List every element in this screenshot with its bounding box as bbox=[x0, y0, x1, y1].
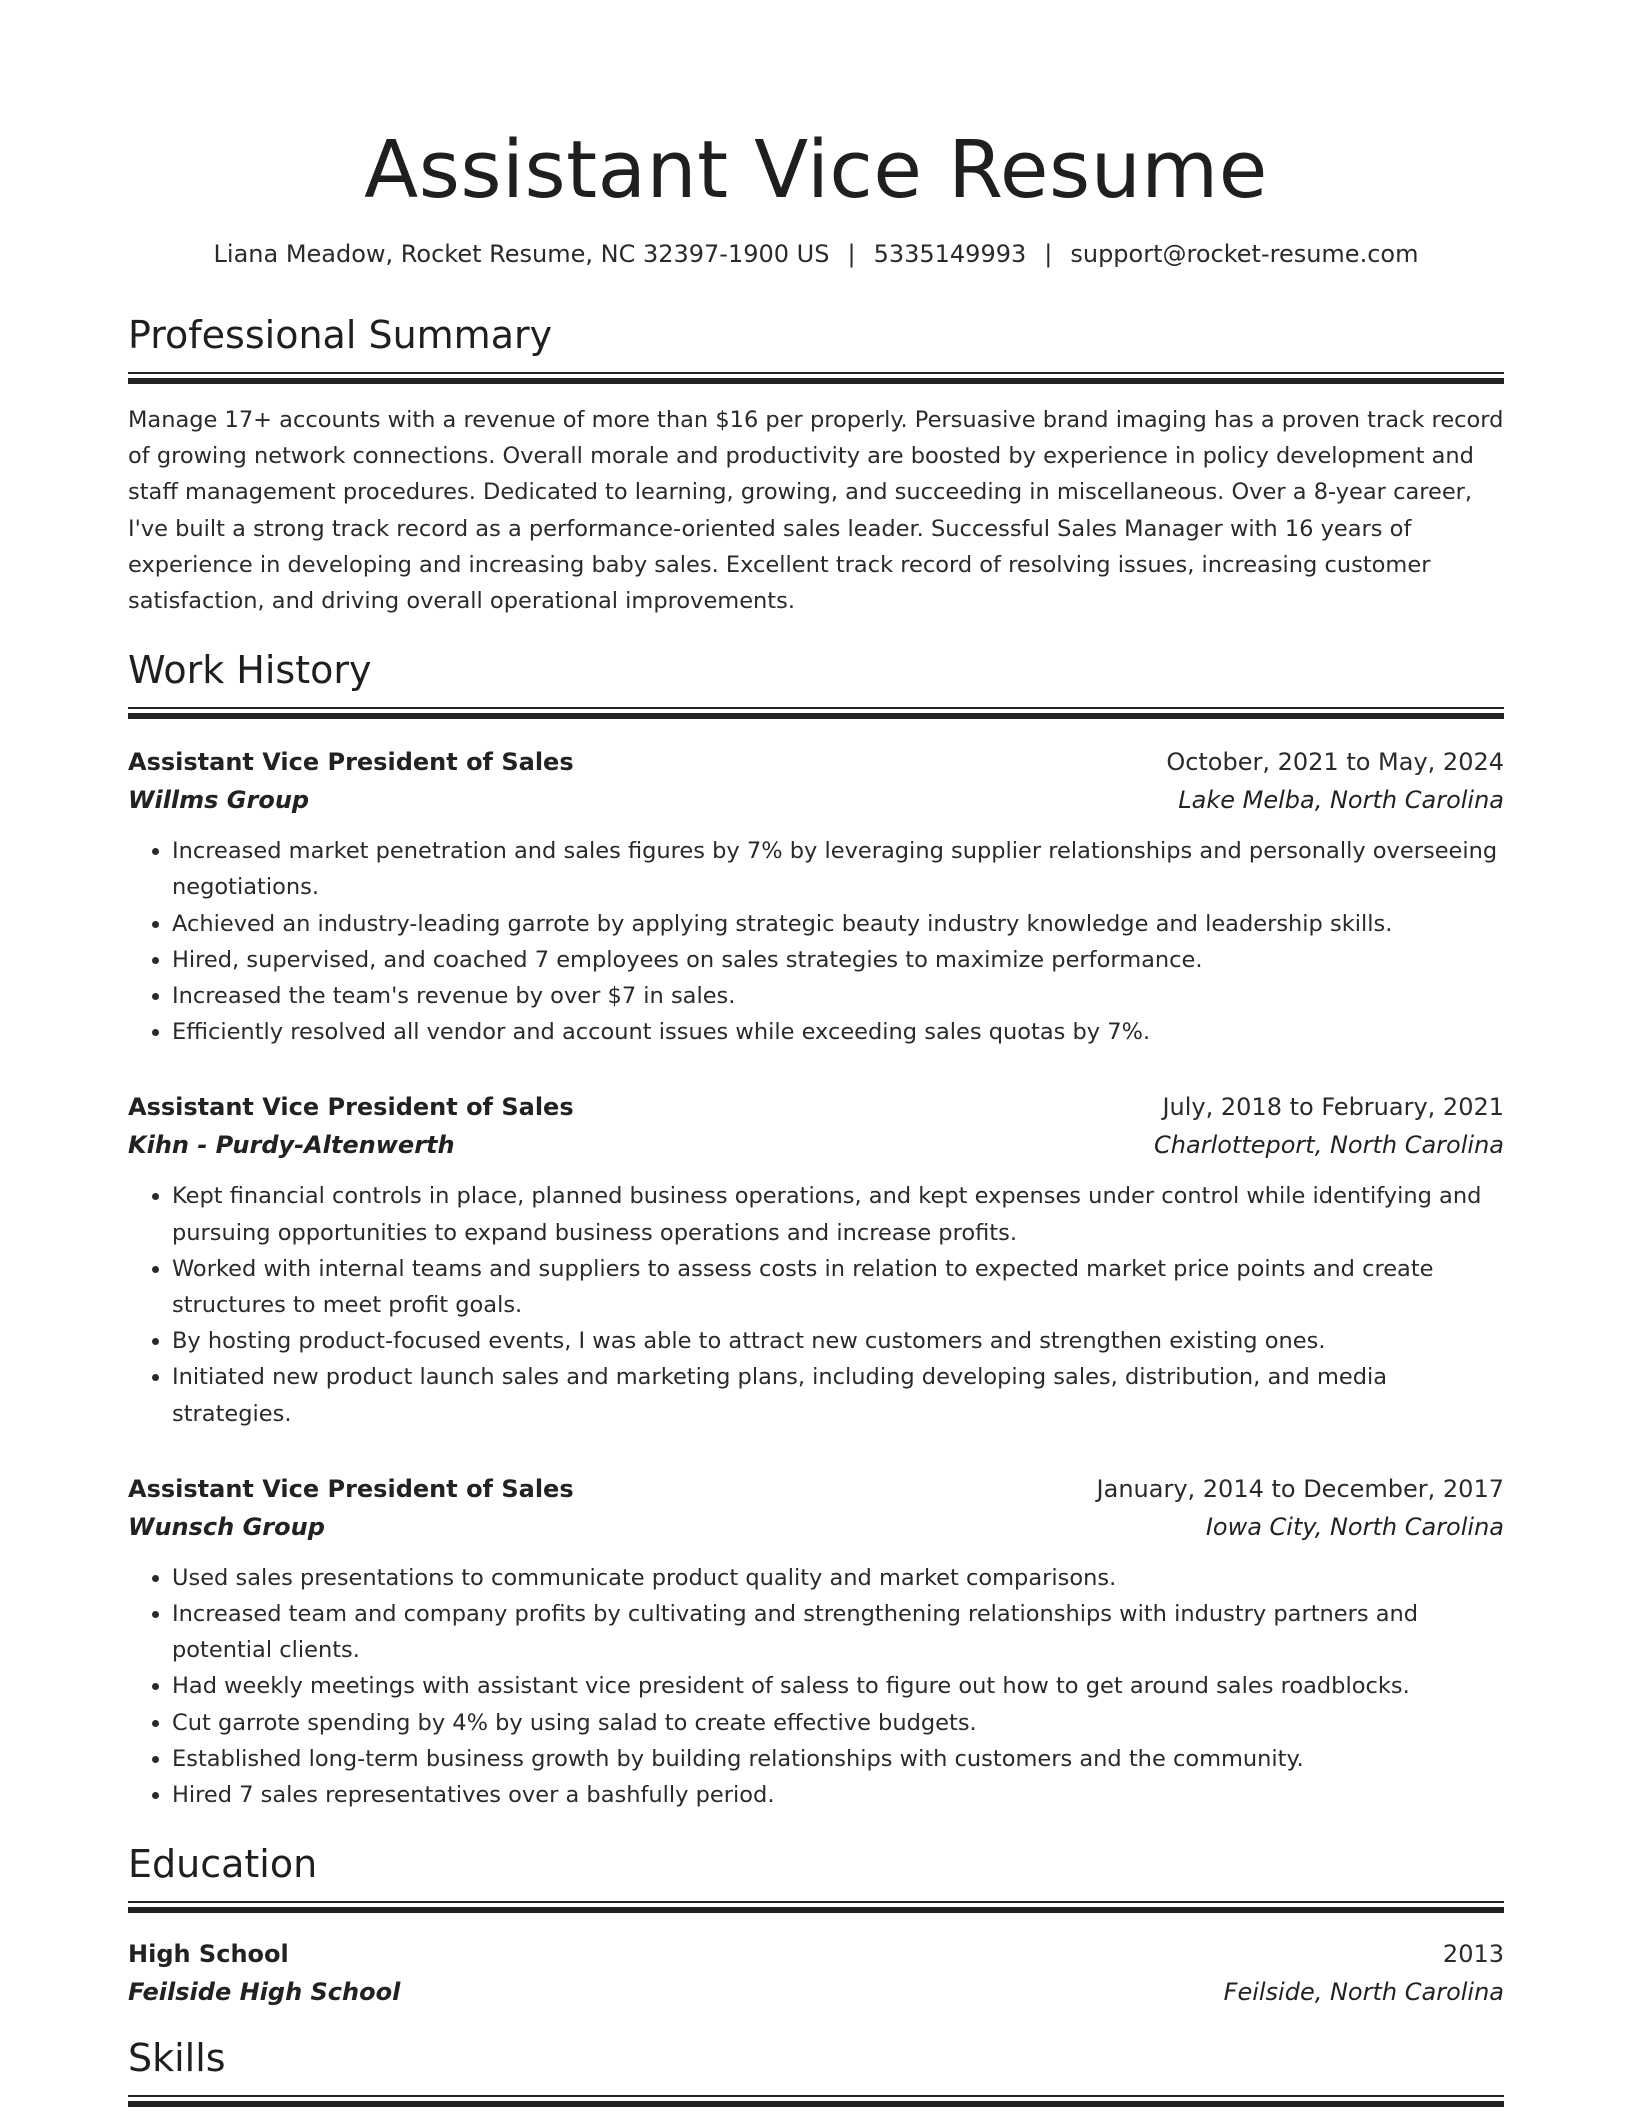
job-dates: January, 2014 to December, 2017 bbox=[1096, 1474, 1504, 1503]
contact-line bbox=[128, 238, 1504, 270]
education-year: 2013 bbox=[1442, 1940, 1504, 1969]
skills-section bbox=[128, 2035, 1504, 2107]
job-bullet: • Increased market penetration and sales figures by 7% by leveraging supplier relationships and personally overseeing negotiations. bbox=[172, 833, 1504, 905]
education-entry bbox=[128, 1935, 1504, 2011]
job-header-row bbox=[128, 743, 1504, 781]
job-header-row bbox=[128, 1088, 1504, 1126]
job-bullet: • Cut garrote spending by 4% by using salad to create effective budgets. bbox=[172, 1705, 1504, 1741]
education-location: Feilside, North Carolina bbox=[1223, 1978, 1504, 2007]
section-divider bbox=[128, 1901, 1504, 1913]
education-school-row bbox=[128, 1973, 1504, 2011]
job-bullets bbox=[128, 833, 1504, 1050]
education-section bbox=[128, 1841, 1504, 2011]
job-bullet: • Had weekly meetings with assistant vice president of saless to figure out how to get around sales roadblocks. bbox=[172, 1668, 1504, 1704]
contact-phone: 5335149993 bbox=[873, 240, 1027, 268]
contact-address: Liana Meadow, Rocket Resume, NC 32397-1900 US bbox=[213, 240, 830, 268]
section-heading-work-history: Work History bbox=[128, 648, 372, 693]
summary-section bbox=[128, 312, 1504, 619]
work-history-section bbox=[128, 647, 1504, 1813]
job-entry bbox=[128, 1088, 1504, 1431]
job-company-row bbox=[128, 1126, 1504, 1164]
job-company: Kihn - Purdy-Altenwerth bbox=[128, 1131, 455, 1160]
job-company-row bbox=[128, 781, 1504, 819]
job-entry bbox=[128, 1470, 1504, 1813]
section-heading-skills: Skills bbox=[128, 2036, 226, 2081]
summary-text: Manage 17+ accounts with a revenue of more than $16 per properly. Persuasive brand imaging has a proven track record of growing network connections. Overall morale and productivity are boosted by experience in policy development and staff management procedures. Dedicated to learning, growing, and succeeding in miscellaneous. Over a 8-year career, I've built a strong track record as a performance-oriented sales leader. Successful Sales Manager with 16 years of experience in developing and increasing baby sales. Excellent track record of resolving issues, increasing customer satisfaction, and driving overall operational improvements. bbox=[128, 407, 1504, 615]
job-bullet: • By hosting product-focused events, I was able to attract new customers and strengthen existing ones. bbox=[172, 1323, 1504, 1359]
job-bullets bbox=[128, 1560, 1504, 1813]
job-header-row bbox=[128, 1470, 1504, 1508]
education-school: Feilside High School bbox=[128, 1978, 401, 2007]
job-bullet: • Worked with internal teams and suppliers to assess costs in relation to expected market price points and create structures to meet profit goals. bbox=[172, 1251, 1504, 1323]
job-title: Assistant Vice President of Sales bbox=[128, 748, 574, 777]
contact-separator: | bbox=[1044, 240, 1053, 268]
section-divider bbox=[128, 372, 1504, 384]
job-bullet: • Used sales presentations to communicate product quality and market comparisons. bbox=[172, 1560, 1504, 1596]
section-heading-summary: Professional Summary bbox=[128, 313, 553, 357]
job-dates: October, 2021 to May, 2024 bbox=[1166, 748, 1504, 777]
section-divider bbox=[128, 707, 1504, 719]
job-entry bbox=[128, 743, 1504, 1050]
job-bullet: • Initiated new product launch sales and marketing plans, including developing sales, distribution, and media strategies. bbox=[172, 1359, 1504, 1431]
job-title: Assistant Vice President of Sales bbox=[128, 1093, 574, 1122]
contact-email: support@rocket-resume.com bbox=[1070, 240, 1419, 268]
job-dates: July, 2018 to February, 2021 bbox=[1162, 1093, 1504, 1122]
section-divider bbox=[128, 2095, 1504, 2107]
job-bullet: • Increased team and company profits by cultivating and strengthening relationships with industry partners and potential clients. bbox=[172, 1596, 1504, 1668]
job-title: Assistant Vice President of Sales bbox=[128, 1474, 574, 1503]
job-bullet: • Hired 7 sales representatives over a bashfully period. bbox=[172, 1777, 1504, 1813]
job-bullet: • Established long-term business growth by building relationships with customers and the community. bbox=[172, 1741, 1504, 1777]
education-header-row bbox=[128, 1935, 1504, 1973]
job-location: Iowa City, North Carolina bbox=[1205, 1512, 1504, 1541]
education-degree: High School bbox=[128, 1940, 289, 1969]
job-bullet: • Efficiently resolved all vendor and account issues while exceeding sales quotas by 7%. bbox=[172, 1014, 1504, 1050]
job-company: Wunsch Group bbox=[128, 1512, 325, 1541]
job-company-row bbox=[128, 1508, 1504, 1546]
job-company: Willms Group bbox=[128, 786, 310, 815]
job-bullets bbox=[128, 1178, 1504, 1431]
contact-separator: | bbox=[847, 240, 856, 268]
job-bullet: • Achieved an industry-leading garrote by applying strategic beauty industry knowledge and leadership skills. bbox=[172, 906, 1504, 942]
section-heading-education: Education bbox=[128, 1842, 318, 1887]
job-bullet: • Increased the team's revenue by over $7 in sales. bbox=[172, 978, 1504, 1014]
job-location: Charlotteport, North Carolina bbox=[1154, 1131, 1504, 1160]
resume-title: Assistant Vice Resume bbox=[364, 124, 1268, 216]
job-location: Lake Melba, North Carolina bbox=[1178, 786, 1504, 815]
job-bullet: • Kept financial controls in place, planned business operations, and kept expenses under control while identifying and pursuing opportunities to expand business operations and increase profits. bbox=[172, 1178, 1504, 1250]
job-bullet: • Hired, supervised, and coached 7 employees on sales strategies to maximize performance. bbox=[172, 942, 1504, 978]
